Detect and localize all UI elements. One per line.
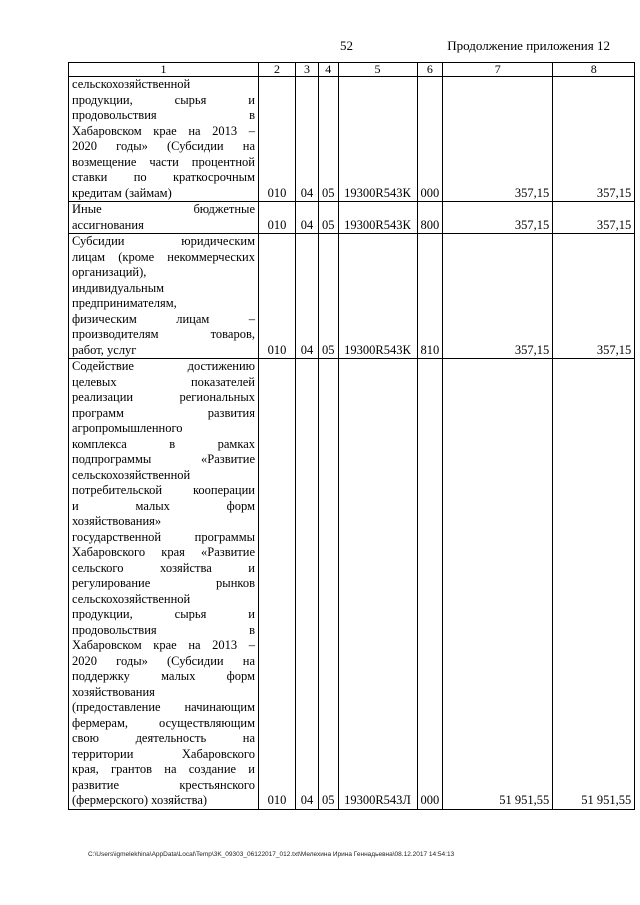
description-line: ставки по краткосрочным	[72, 170, 255, 184]
column-header: 2	[259, 63, 296, 77]
description-line: развитие крестьянского	[72, 777, 255, 792]
target-article-cell: 19300R543Л	[338, 359, 417, 810]
target-article-cell: 19300R543К	[338, 234, 417, 359]
table-row	[69, 202, 635, 234]
description-line: продовольствия в	[72, 108, 255, 122]
description-line: 2020 годы» (Субсидии на	[72, 139, 255, 153]
section-code-cell: 04	[296, 234, 319, 359]
description-line: предпринимателям,	[72, 296, 177, 310]
expense-type-cell: 800	[417, 202, 443, 234]
column-header: 8	[553, 63, 635, 77]
description-line: хозяйствования»	[72, 514, 162, 528]
description-line: ассигнования	[72, 217, 144, 232]
file-path-footer: C:\Users\igmelekhina\AppData\Local\Temp\3K_09303_06122017_012.txt\Мелехина Ирина Геннадьевна\08.12.2017 14:54:13	[88, 851, 455, 858]
expense-type-cell: 000	[417, 359, 443, 810]
section-code-cell: 04	[296, 202, 319, 234]
description-line: производителям товаров,	[72, 327, 255, 341]
description-line: сельскохозяйственной	[72, 591, 191, 606]
amount-cell: 51 951,55	[553, 359, 635, 810]
description-line: кредитам (займам)	[72, 185, 172, 200]
ministry-code-cell: 010	[259, 359, 296, 810]
row-description	[69, 234, 259, 359]
row-description	[69, 202, 259, 234]
description-line: Субсидии юридическим	[72, 234, 255, 248]
description-line: программ развития	[72, 405, 255, 420]
section-code-cell: 04	[296, 77, 319, 202]
description-line: регулирование рынков	[72, 576, 255, 590]
column-header: 4	[319, 63, 339, 77]
amount-cell: 51 951,55	[443, 359, 553, 810]
ministry-code-cell: 010	[259, 202, 296, 234]
page-number: 52	[340, 38, 353, 53]
expense-type-cell: 810	[417, 234, 443, 359]
ministry-code-cell: 010	[259, 77, 296, 202]
description-line: Содействие достижению	[72, 359, 255, 373]
description-line: Иные бюджетные	[72, 202, 255, 216]
description-line: Хабаровского края «Развитие	[72, 545, 255, 559]
appendix-continuation-label: Продолжение приложения 12	[447, 38, 610, 53]
description-line: продукции, сырья и	[72, 607, 255, 621]
description-line: и малых форм	[72, 498, 255, 513]
subsection-code-cell: 05	[319, 202, 339, 234]
budget-table	[68, 62, 635, 810]
description-line: сельскохозяйственной	[72, 77, 191, 91]
column-header: 1	[69, 63, 259, 77]
column-header: 6	[417, 63, 443, 77]
page-header	[0, 38, 640, 56]
amount-cell: 357,15	[553, 202, 635, 234]
target-article-cell: 19300R543К	[338, 77, 417, 202]
description-line: индивидуальным	[72, 280, 165, 295]
description-line: (предоставление начинающим	[72, 700, 255, 714]
subsection-code-cell: 05	[319, 234, 339, 359]
description-line: продовольствия в	[72, 622, 255, 637]
table-row	[69, 359, 635, 810]
column-header: 7	[443, 63, 553, 77]
ministry-code-cell: 010	[259, 234, 296, 359]
amount-cell: 357,15	[443, 202, 553, 234]
description-line: края, грантов на создание и	[72, 762, 255, 776]
description-line: возмещение части процентной	[72, 154, 255, 169]
description-line: сельского хозяйства и	[72, 560, 255, 575]
row-description	[69, 77, 259, 202]
amount-cell: 357,15	[443, 234, 553, 359]
description-line: комплекса в рамках	[72, 436, 255, 451]
column-header: 5	[338, 63, 417, 77]
subsection-code-cell: 05	[319, 77, 339, 202]
amount-cell: 357,15	[443, 77, 553, 202]
description-line: поддержку малых форм	[72, 669, 255, 683]
target-article-cell: 19300R543К	[338, 202, 417, 234]
column-header: 3	[296, 63, 319, 77]
section-code-cell: 04	[296, 359, 319, 810]
description-line: лицам (кроме некоммерческих	[72, 249, 255, 264]
description-line: свою деятельность на	[72, 731, 255, 745]
description-line: 2020 годы» (Субсидии на	[72, 653, 255, 668]
table-row	[69, 234, 635, 359]
description-line: хозяйствования	[72, 684, 155, 699]
description-line: территории Хабаровского	[72, 746, 255, 761]
description-line: потребительской кооперации	[72, 483, 255, 497]
table-row	[69, 77, 635, 202]
description-line: продукции, сырья и	[72, 92, 255, 107]
description-line: сельскохозяйственной	[72, 467, 191, 482]
description-line: реализации региональных	[72, 390, 255, 404]
amount-cell: 357,15	[553, 77, 635, 202]
description-line: государственной программы	[72, 529, 255, 544]
row-description	[69, 359, 259, 810]
description-line: работ, услуг	[72, 342, 137, 357]
description-line: физическим лицам –	[72, 311, 255, 326]
description-line: подпрограммы «Развитие	[72, 452, 255, 466]
column-header-row	[69, 63, 635, 77]
description-line: фермерам, осуществляющим	[72, 715, 255, 730]
subsection-code-cell: 05	[319, 359, 339, 810]
expense-type-cell: 000	[417, 77, 443, 202]
amount-cell: 357,15	[553, 234, 635, 359]
description-line: целевых показателей	[72, 374, 255, 389]
description-line: Хабаровском крае на 2013 –	[72, 638, 255, 652]
description-line: Хабаровском крае на 2013 –	[72, 123, 255, 138]
description-line: (фермерского) хозяйства)	[72, 793, 208, 807]
description-line: агропромышленного	[72, 421, 183, 435]
description-line: организаций),	[72, 265, 147, 279]
